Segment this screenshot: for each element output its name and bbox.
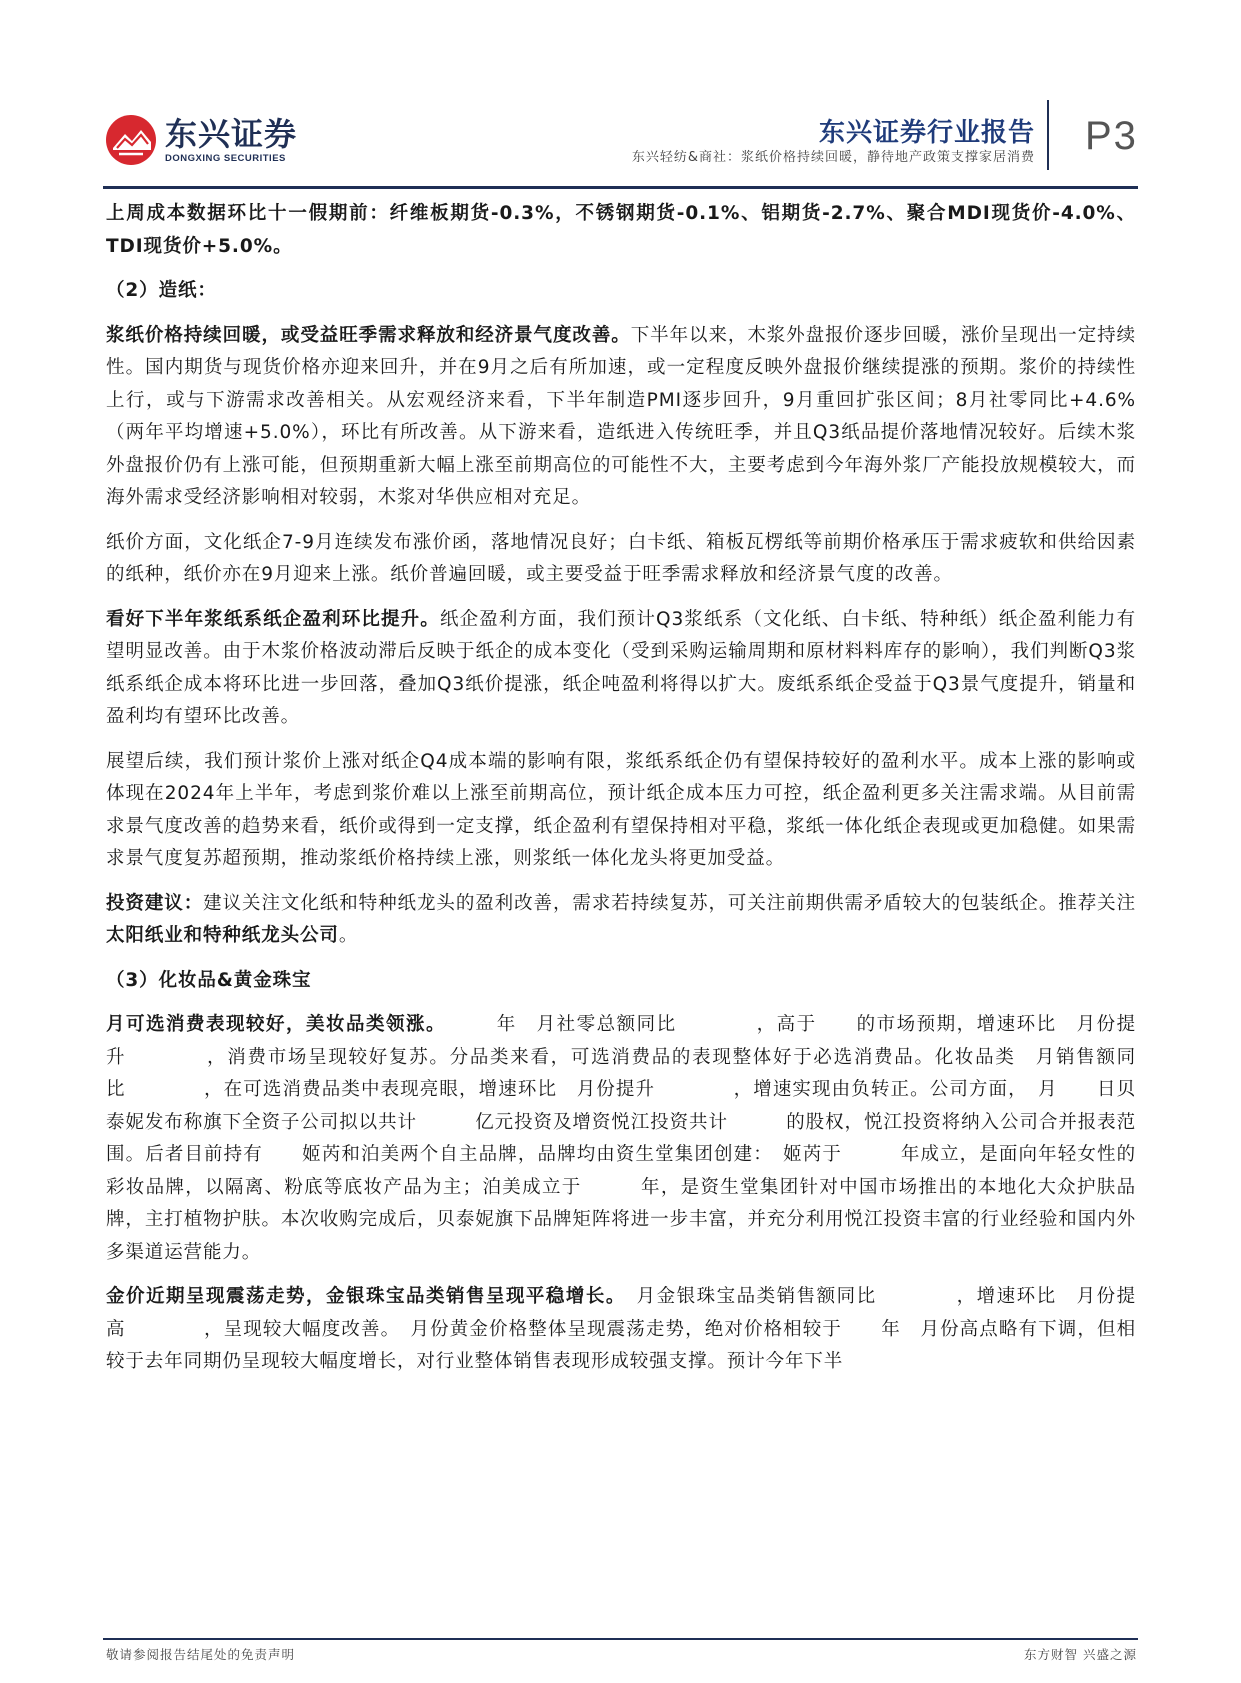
profit-outlook-paragraph [106,604,1136,734]
footer-rule [103,1638,1138,1640]
company-logo-icon [105,114,157,166]
header-rule [103,186,1138,189]
header-divider [1047,100,1049,170]
investment-advice-text: 建议关注文化纸和特种纸龙头的盈利改善，需求若持续复苏，可关注前期供需矛盾较大的包装纸企。推荐关注 [203,892,1136,914]
investment-advice-lead: 投资建议： [106,892,204,914]
report-title: 东兴证券行业报告 [818,118,1035,148]
cosmetics-paragraph [106,1009,1136,1269]
pulp-price-lead: 浆纸价格持续回暖，或受益旺季需求释放和经济景气度改善。 [106,324,631,346]
outlook-paragraph: 展望后续，我们预计浆价上涨对纸企Q4成本端的影响有限，浆纸系纸企仍有望保持较好的盈利水平。成本上涨的影响或体现在2024年上半年，考虑到浆价难以上涨至前期高位，预计纸企成本压力可控，纸企盈利更多关注需求端。从目前需求景气度改善的趋势来看，纸价或得到一定支撑，纸企盈利有望保持相对平稳，浆纸一体化纸企表现或更加稳健。如果需求景气度复苏超预期，推动浆纸价格持续上涨，则浆纸一体化龙头将更加受益。 [106,750,1136,869]
jewelry-lead: 金价近期呈现震荡走势，金银珠宝品类销售呈现平稳增长。 [106,1286,617,1307]
pulp-price-text: 下半年以来，木浆外盘报价逐步回暖，涨价呈现出一定持续性。国内期货与现货价格亦迎来回升，并在9月之后有所加速，或一定程度反映外盘报价继续提涨的预期。浆价的持续性上行，或与下游需求改善相关。从宏观经济来看，下半年制造PMI逐步回升，9月重回扩张区间；8月社零同比+4.6%（两年平均增速+5.0%），环比有所改善。从下游来看，造纸进入传统旺季，并且Q3纸品提价落地情况较好。后续木浆外盘报价仍有上涨可能，但预期重新大幅上涨至前期高位的可能性不大，主要考虑到今年海外浆厂产能投放规模较大，而海外需求受经济影响相对较弱，木浆对华供应相对充足。 [106,324,1136,508]
section-heading-cosmetics: （3）化妆品&黄金珠宝 [106,969,312,991]
cost-data-paragraph [106,198,1136,263]
logo-chinese-name: 东兴证券 [165,115,298,153]
report-subtitle: 东兴轻纺&商社：浆纸价格持续回暖，静待地产政策支撑家居消费 [631,150,1035,165]
jewelry-paragraph [106,1281,1136,1379]
paper-price-paragraph: 纸价方面，文化纸企7-9月连续发布涨价函，落地情况良好；白卡纸、箱板瓦楞纸等前期价格承压于需求疲软和供给因素的纸种，纸价亦在9月迎来上涨。纸价普遍回暖，或主要受益于旺季需求释放和经济景气度的改善。 [106,531,1136,585]
disclaimer-note: 敬请参阅报告结尾处的免责声明 [106,1647,296,1662]
cost-data-text: 上周成本数据环比十一假期前：纤维板期货-0.3%，不锈钢期货-0.1%、铝期货-2.7%、聚合MDI现货价-4.0%、TDI现货价+5.0%。 [106,203,1136,257]
logo-english-name: DONGXING SECURITIES [165,153,286,164]
report-body [106,198,1136,1379]
profit-outlook-lead: 看好下半年浆纸系纸企盈利环比提升。 [106,608,440,630]
cosmetics-text: 年 月社零总额同比 ，高于 的市场预期，增速环比 月份提升 ，消费市场呈现较好复苏。分品类来看，可选消费品的表现整体好于必选消费品。化妆品类 月销售额同比 ，在可选消费品类中表现亮眼，增速环比 月份提升 ，增速实现由负转正。公司方面， 月 日贝泰妮发布称旗下全资子公司拟以共计 亿元投资及增资悦江投资共计 的股权，悦江投资将纳入公司合并报表范围。后者目前持有 姬芮和泊美两个自主品牌，品牌均由资生堂集团创建： 姬芮于 年成立，是面向年轻女性的彩妆品牌，以隔离、粉底等底妆产品为主；泊美成立于 年，是资生堂集团针对中国市场推出的本地化大众护肤品牌，主打植物护肤。本次收购完成后，贝泰妮旗下品牌矩阵将进一步丰富，并充分利用悦江投资丰富的行业经验和国内外多渠道运营能力。 [106,1014,1136,1263]
company-logo [105,112,297,168]
investment-advice-end: 。 [338,925,359,946]
cosmetics-lead: 月可选消费表现较好，美妆品类领涨。 [106,1014,437,1035]
recommended-companies: 太阳纸业和特种纸龙头公司 [106,925,339,946]
investment-advice-paragraph [106,888,1136,953]
page-number: P3 [1085,114,1138,158]
pulp-price-paragraph [106,320,1136,515]
profit-outlook-text: 纸企盈利方面，我们预计Q3浆纸系（文化纸、白卡纸、特种纸）纸企盈利能力有望明显改善。由于木浆价格波动滞后反映于纸企的成本变化（受到采购运输周期和原材料料库存的影响），我们判断Q3浆纸系纸企成本将环比进一步回落，叠加Q3纸价提涨，纸企吨盈利将得以扩大。废纸系纸企受益于Q3景气度提升，销量和盈利均有望环比改善。 [106,608,1136,727]
footer-slogan: 东方财智 兴盛之源 [1024,1647,1137,1662]
jewelry-text: 月金银珠宝品类销售额同比 ，增速环比 月份提高 ，呈现较大幅度改善。 月份黄金价格整体呈现震荡走势，绝对价格相较于 年 月份高点略有下调，但相较于去年同期仍呈现较大幅度增长，对行业整体销售表现形成较强支撑。预计今年下半 [106,1286,1136,1372]
section-heading-paper: （2）造纸： [106,280,217,301]
